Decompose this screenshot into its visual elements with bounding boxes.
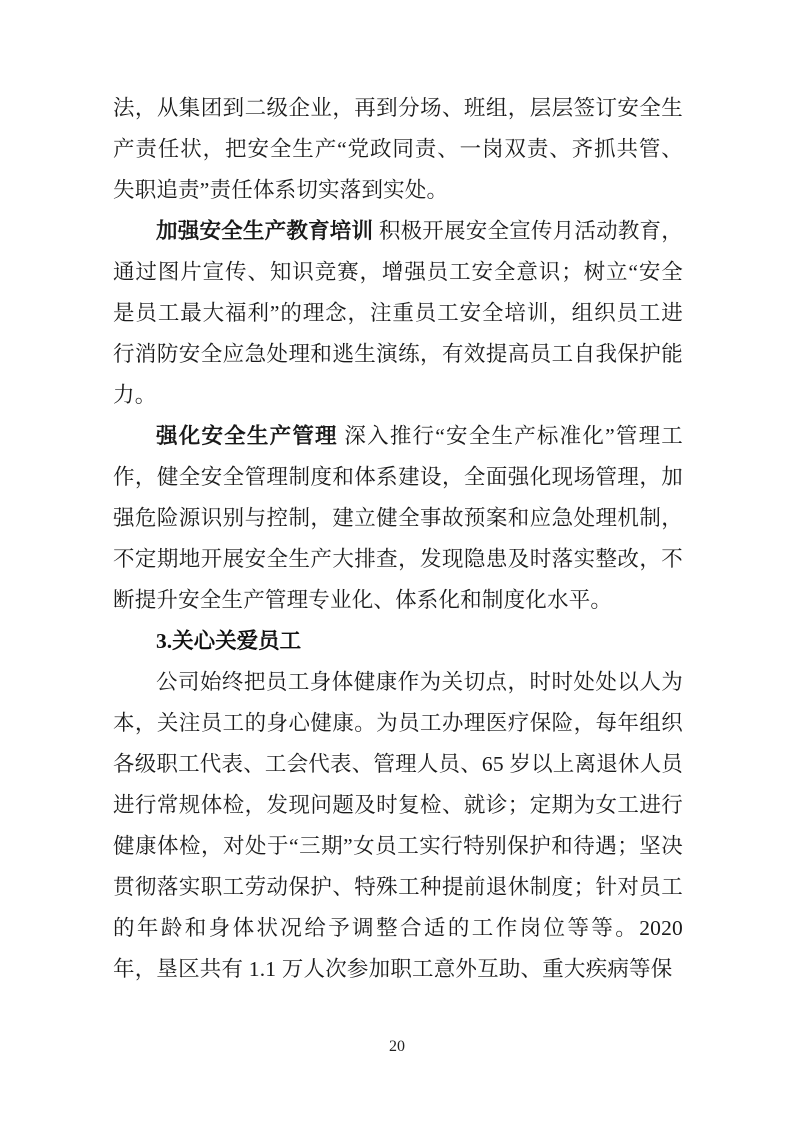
- paragraph-safety-training: [113, 211, 683, 416]
- paragraph-safety-management: [113, 416, 683, 621]
- paragraph-safety-management-text: 深入推行“安全生产标准化”管理工作，健全安全管理制度和体系建设，全面强化现场管理，加强危险源识别与控制，建立健全事故预案和应急处理机制，不定期地开展安全生产大排查，发现隐患及时落实整改，不断提升安全生产管理专业化、体系化和制度化水平。: [113, 424, 683, 612]
- page-number: 20: [389, 1038, 405, 1055]
- paragraph-safety-training-text: 积极开展安全宣传月活动教育，通过图片宣传、知识竞赛，增强员工安全意识；树立“安全是员工最大福利”的理念，注重员工安全培训，组织员工进行消防安全应急处理和逃生演练，有效提高员工自我保护能力。: [113, 219, 683, 407]
- section-heading-employee-care: 3.关心关爱员工: [156, 629, 302, 653]
- page-content: [113, 88, 683, 990]
- runhead-safety-management: 强化安全生产管理: [156, 424, 338, 448]
- runhead-safety-training: 加强安全生产教育培训: [156, 219, 374, 243]
- paragraph-continued: 法，从集团到二级企业，再到分场、班组，层层签订安全生产责任状，把安全生产“党政同责、一岗双责、齐抓共管、失职追责”责任体系切实落到实处。: [113, 96, 683, 202]
- paragraph-employee-care-body: 公司始终把员工身体健康作为关切点，时时处处以人为本，关注员工的身心健康。为员工办理医疗保险，每年组织各级职工代表、工会代表、管理人员、65 岁以上离退休人员进行常规体检，发现问题及时复检、就诊；定期为女工进行健康体检，对处于“三期”女员工实行特别保护和待遇；坚决贯彻落实职工劳动保护、特殊工种提前退休制度；针对员工的年龄和身体状况给予调整合适的工作岗位等等。2020 年，垦区共有 1.1 万人次参加职工意外互助、重大疾病等保: [113, 670, 683, 981]
